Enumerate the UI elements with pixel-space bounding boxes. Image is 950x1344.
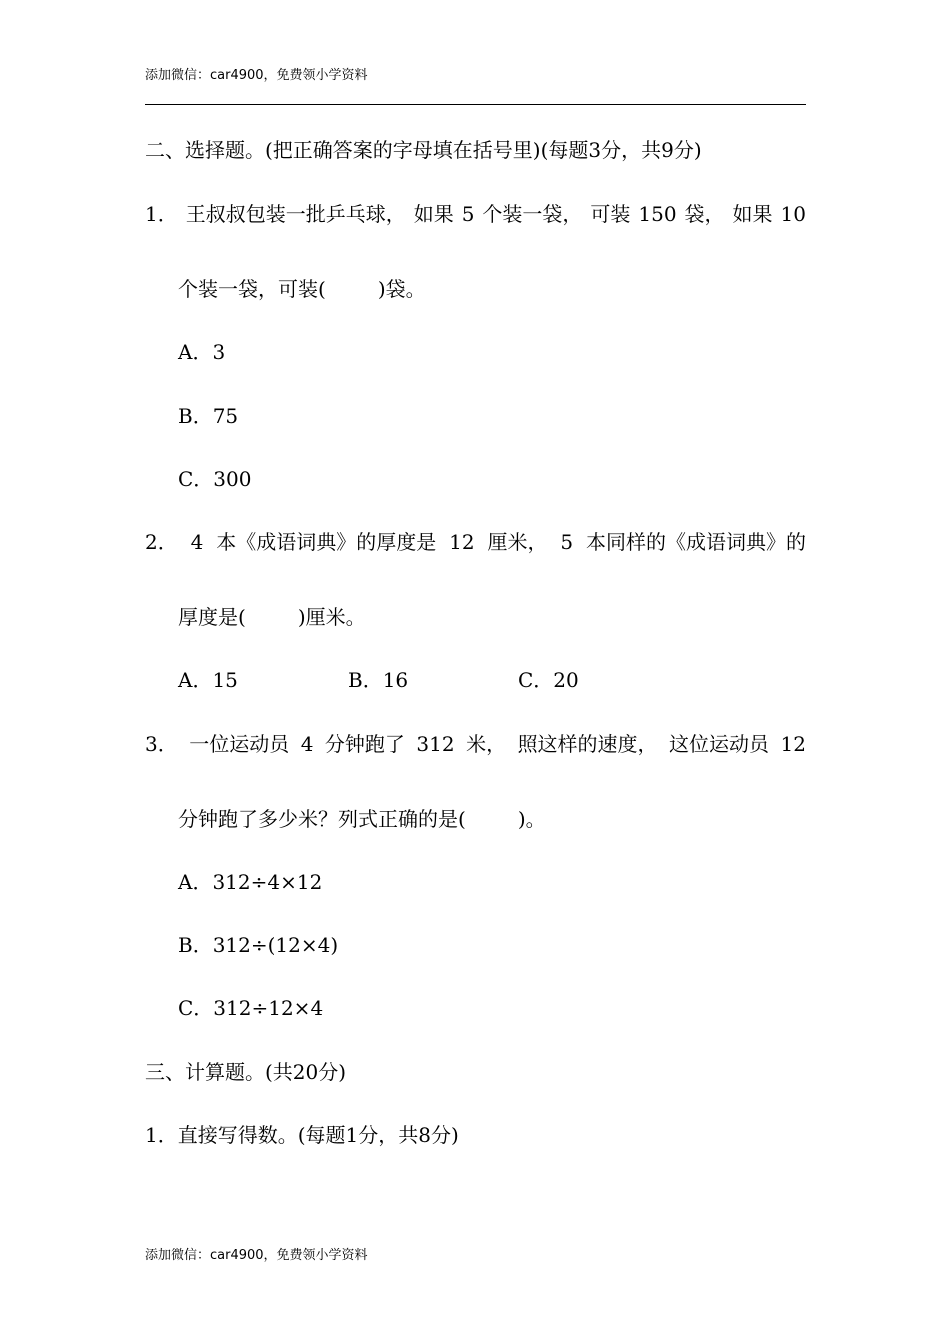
q1-text-part: 个装一袋， (482, 202, 583, 226)
q2-option-c: C．20 (518, 668, 579, 692)
section-2-title: 二、选择题。(把正确答案的字母填在括号里)(每题3分，共9分) (145, 138, 702, 162)
section-3-sub-1: 1．直接写得数。(每题1分，共8分) (145, 1123, 459, 1147)
q1-line-2 (178, 276, 426, 302)
q2-text-part: 12 (449, 530, 475, 554)
q2-line-1 (145, 529, 806, 555)
q2-line2-after: )厘米。 (297, 605, 366, 629)
q3-option-a: A．312÷4×12 (178, 870, 323, 894)
q2-line2-before: 厚度是( (178, 605, 246, 629)
footer-note: 添加微信：car4900，免费领小学资料 (145, 1248, 368, 1263)
q3-line2-after: )。 (517, 807, 546, 831)
q2-text-part: 厘米， (487, 530, 548, 554)
q3-line2-before: 分钟跑了多少米？列式正确的是( (178, 807, 466, 831)
q2-text-part: 本同样的《成语词典》的 (586, 530, 806, 554)
q1-text-part: 5 (461, 202, 475, 226)
q2-text-part: 4 (190, 530, 204, 554)
q3-text-part: 12 (780, 732, 806, 756)
q1-text-part: 150 (638, 202, 677, 226)
q3-text-part: 这位运动员 (669, 732, 770, 756)
q1-text-part: 如果 (413, 202, 454, 226)
q3-text-part: 一位运动员 (189, 732, 290, 756)
q3-line-2 (178, 806, 546, 832)
q1-option-c: C．300 (178, 467, 252, 491)
q2-option-a: A．15 (178, 668, 238, 692)
header-note: 添加微信：car4900，免费领小学资料 (145, 68, 368, 83)
q3-text-part: 照这样的速度， (517, 732, 658, 756)
q3-number: 3． (145, 732, 178, 756)
q1-text-part: 王叔叔包装一批乒乓球， (185, 202, 406, 226)
section-3-title: 三、计算题。(共20分) (145, 1060, 347, 1084)
header-divider (145, 104, 806, 105)
q2-line-2 (178, 604, 366, 630)
q3-text-part: 312 (416, 732, 455, 756)
q1-text-part: 袋， (684, 202, 725, 226)
q1-text-part: 10 (780, 202, 806, 226)
q1-text-part: 可装 (590, 202, 631, 226)
q3-option-c: C．312÷12×4 (178, 996, 324, 1020)
q3-text-part: 分钟跑了 (324, 732, 405, 756)
q1-option-b: B．75 (178, 404, 239, 428)
q1-line-1 (145, 201, 806, 227)
q2-number: 2． (145, 530, 178, 554)
q3-text-part: 4 (300, 732, 314, 756)
q1-text-part: 如果 (732, 202, 773, 226)
q2-text-part: 本《成语词典》的厚度是 (216, 530, 437, 554)
q3-line-1 (145, 731, 806, 757)
q1-line2-after: )袋。 (377, 277, 426, 301)
q1-number: 1． (145, 202, 178, 226)
q2-text-part: 5 (560, 530, 574, 554)
q1-line2-before: 个装一袋，可装( (178, 277, 326, 301)
q2-option-b: B．16 (348, 668, 409, 692)
q3-text-part: 米， (466, 732, 507, 756)
q3-option-b: B．312÷(12×4) (178, 933, 339, 957)
q1-option-a: A．3 (178, 340, 226, 364)
